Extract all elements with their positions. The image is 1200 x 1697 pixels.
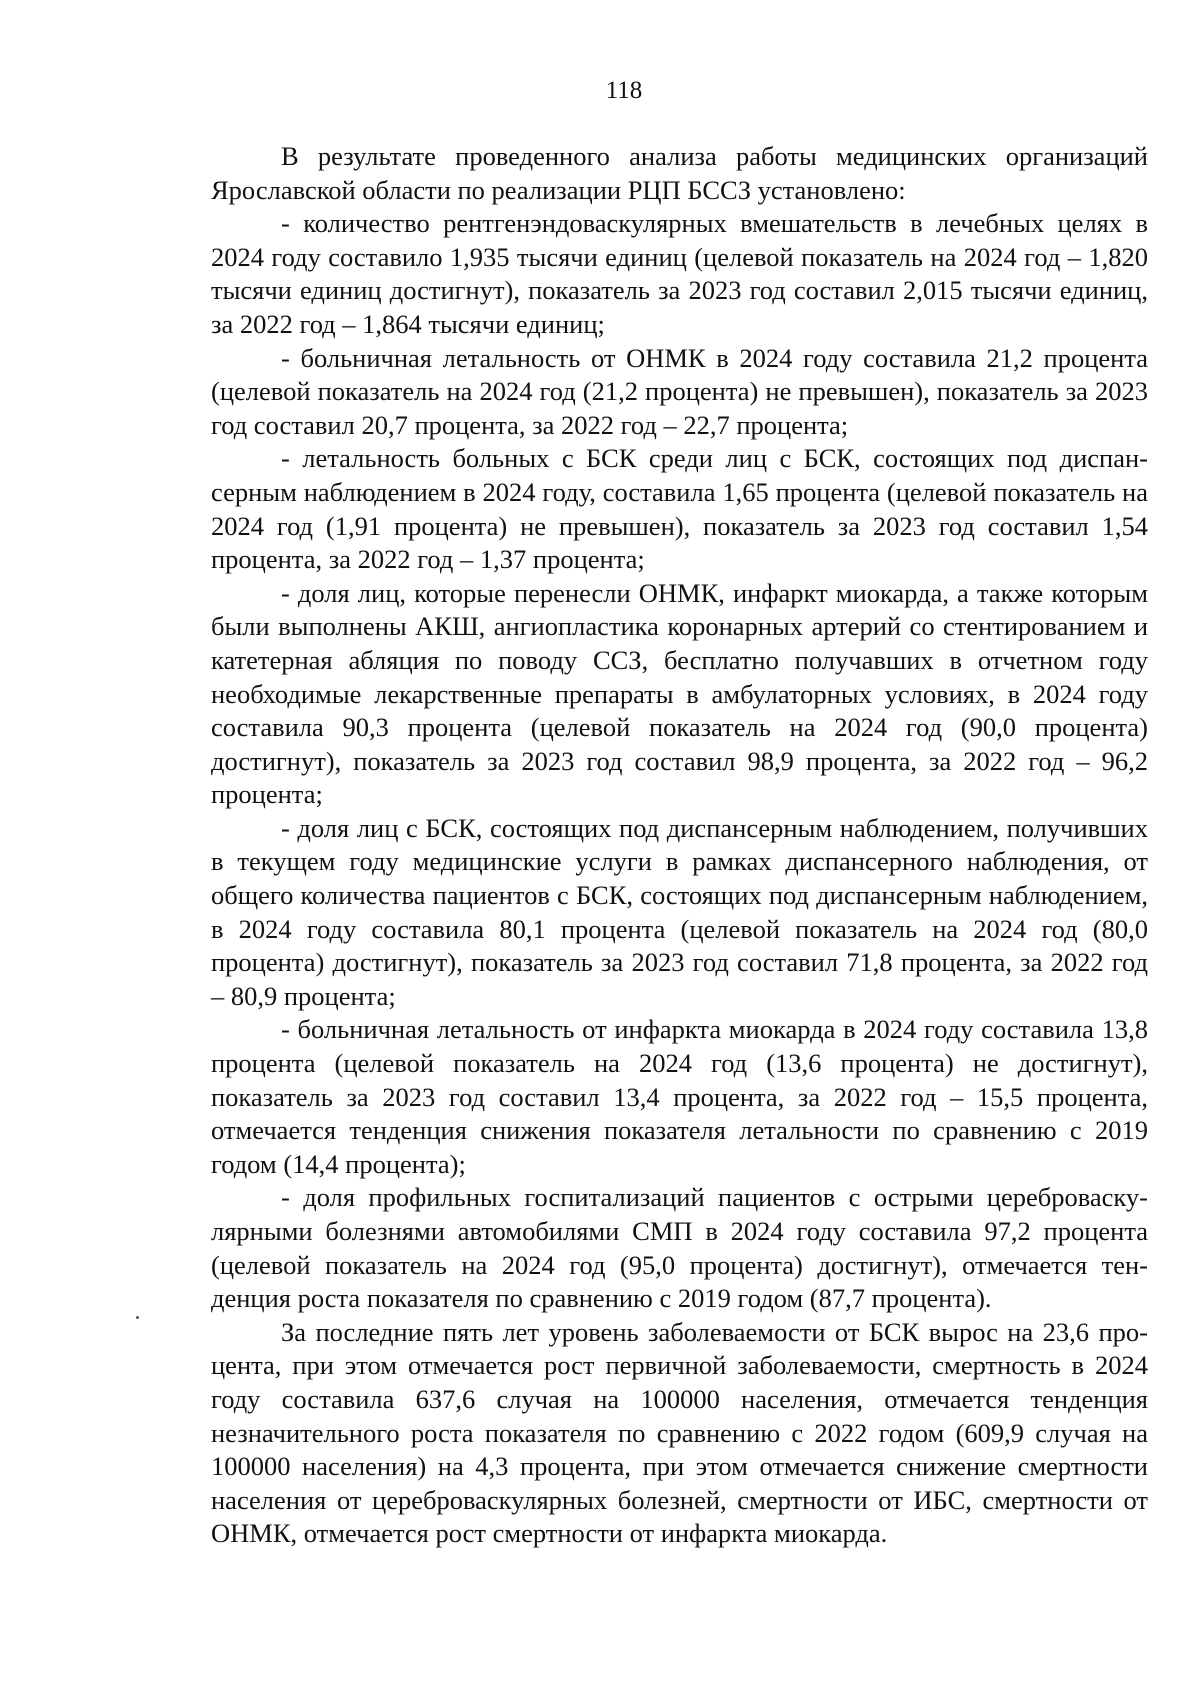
paragraph-free-medication: - доля лиц, которые перенесли ОНМК, инфаркт миокарда, а также которым были выполнены АКШ, ангиопластика коронарных артерий со стентированием и катетерная абляция по поводу ССЗ, бесплатно получавших в отчетном году необходимые лекарственные препараты в амбулаторных условиях, в 2024 году составила 90,3 процента (целевой показатель на 2024 год (90,0 процента) достигнут), показатель за 2023 год составил 98,9 процента, за 2022 год – 96,2 процента; xyxy=(211,577,1148,810)
scan-speck xyxy=(136,1316,139,1319)
page-number xyxy=(0,76,1200,106)
paragraph-bsk-mortality: - летальность больных с БСК среди лиц с БСК, состоящих под диспансерным наблюдением в 2024 году, составила 1,65 процента (целевой показатель на 2024 год (1,91 процента) не превышен), показатель за 2023 год составил 1,54 процента, за 2022 год – 1,37 процента; xyxy=(211,443,1148,575)
paragraph-dispensary-services: - доля лиц с БСК, состоящих под диспансерным наблюдением, получивших в текущем году медицинские услуги в рамках диспансерного наблюдения, от общего количества пациентов с БСК, состоящих под диспансерным наблюдением, в 2024 году составила 80,1 процента (целевой показатель на 2024 год (80,0 процента) достигнут), показатель за 2023 год составил 71,8 процента, за 2022 год – 80,9 процента; xyxy=(211,812,1148,1011)
paragraph-intro: В результате проведенного анализа работы медицинских организаций Ярославской области по реализации РЦП БССЗ установлено: xyxy=(211,141,1148,205)
paragraph-five-year-summary: За последние пять лет уровень заболеваемости от БСК вырос на 23,6 процента, при этом отмечается рост первичной заболеваемости, смертность в 2024 году составила 637,6 случая на 100000 населения, отмечается тенденция незначительного роста показателя по сравнению с 2022 годом (609,9 случая на 100000 населения) на 4,3 процента, при этом отмечается снижение смертности населения от цереброваскулярных болезней, смертности от ИБС, смертности от ОНМК, отмечается рост смертности от инфаркта миокарда. xyxy=(211,1316,1148,1549)
paragraph-stroke-mortality: - больничная летальность от ОНМК в 2024 году составила 21,2 процента (целевой показатель на 2024 год (21,2 процента) не превышен), показатель за 2023 год составил 20,7 процента, за 2022 год – 22,7 процента; xyxy=(211,342,1148,440)
page-number-text: 118 xyxy=(605,77,643,104)
paragraph-xray-interventions: - количество рентгенэндоваскулярных вмешательств в лечебных целях в 2024 году составило 1,935 тысячи единиц (целевой показатель на 2024 год – 1,820 тысячи единиц достигнут), показатель за 2023 год составил 2,015 тысячи единиц, за 2022 год – 1,864 тысячи единиц; xyxy=(211,208,1148,339)
document-body xyxy=(211,140,1148,1551)
paragraph-infarction-mortality: - больничная летальность от инфаркта миокарда в 2024 году составила 13,8 процента (целевой показатель на 2024 год (13,6 процента) не достигнут), показатель за 2023 год составил 13,4 процента, за 2022 год – 15,5 процента, отмечается тенденция снижения показателя летальности по сравнению с 2019 годом (14,4 процента); xyxy=(211,1014,1148,1179)
paragraph-ambulance-hospitalization: - доля профильных госпитализаций пациентов с острыми цереброваскулярными болезнями автомобилями СМП в 2024 году составила 97,2 процента (целевой показатель на 2024 год (95,0 процента) достигнут), отмечается тенденция роста показателя по сравнению с 2019 годом (87,7 процента). xyxy=(211,1182,1148,1314)
